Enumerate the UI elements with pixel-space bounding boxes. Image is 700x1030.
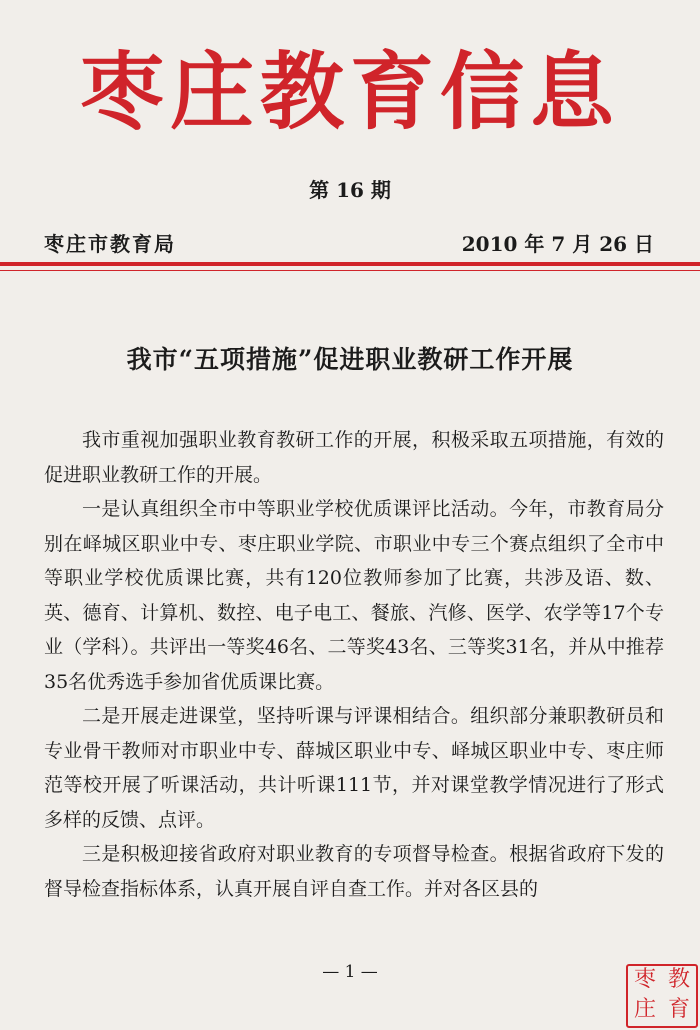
paragraph-measure-2: 二是开展走进课堂，坚持听课与评课相结合。组织部分兼职教研员和专业骨干教师对市职业中专、薛城区职业中专、峄城区职业中专、枣庄师范等校开展了听课活动，共计听课111节，并对课堂教学情况进行了形式多样的反馈、点评。 bbox=[44, 705, 664, 831]
seal-stamp bbox=[626, 964, 698, 1028]
article-title: 我市“五项措施”促进职业教研工作开展 bbox=[126, 345, 574, 374]
seal-char: 育 bbox=[667, 997, 690, 1022]
paragraph-measure-1: 一是认真组织全市中等职业学校优质课评比活动。今年，市教育局分别在峄城区职业中专、枣庄职业学院、市职业中专三个赛点组织了全市中等职业学校优质课比赛，共有120位教师参加了比赛，共涉及语、数、英、德育、计算机、数控、电子电工、餐旅、汽修、医学、农学等17个专业（学科）。共评出一等奖46名、二等奖43名、三等奖31名，并从中推荐35名优秀选手参加省优质课比赛。 bbox=[44, 498, 664, 693]
seal-char: 教 bbox=[667, 967, 690, 992]
publish-date: 2010 年 7 月 26 日 bbox=[461, 232, 654, 256]
publisher: 枣庄市教育局 bbox=[44, 232, 176, 256]
issue-number: 第 16 期 bbox=[309, 178, 391, 202]
article-body bbox=[44, 423, 664, 906]
seal-char: 庄 bbox=[633, 997, 656, 1022]
header-rule-thick bbox=[0, 262, 700, 266]
paragraph-intro: 我市重视加强职业教育教研工作的开展，积极采取五项措施，有效的促进职业教研工作的开展。 bbox=[44, 429, 664, 486]
paragraph-measure-3: 三是积极迎接省政府对职业教育的专项督导检查。根据省政府下发的督导检查指标体系，认真开展自评自查工作。并对各区县的 bbox=[44, 843, 664, 900]
seal-char: 枣 bbox=[633, 967, 656, 992]
page-number: — 1 — bbox=[322, 962, 378, 982]
masthead-title: 枣庄教育信息 bbox=[79, 42, 620, 141]
header-rule-thin bbox=[0, 270, 700, 271]
